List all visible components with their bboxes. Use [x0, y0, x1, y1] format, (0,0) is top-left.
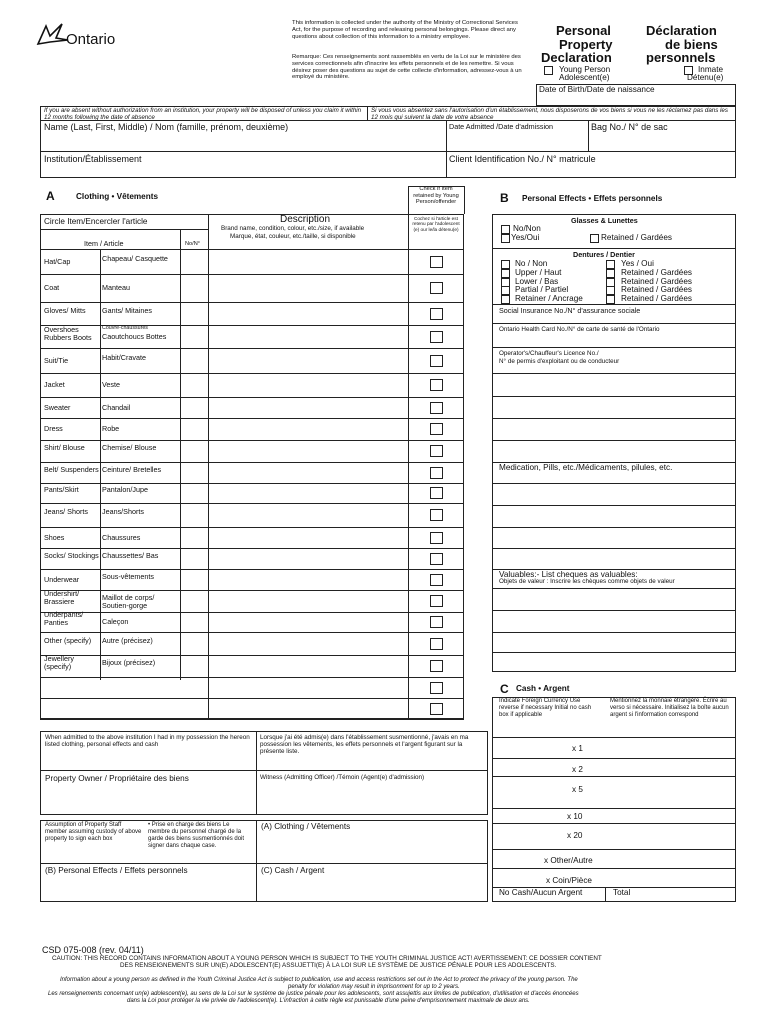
retained-checkbox[interactable]	[430, 308, 443, 320]
denture-option-label: Partial / Partiel	[515, 285, 569, 294]
logo-wordmark: Ontario	[66, 31, 116, 48]
retained-checkbox[interactable]	[430, 638, 443, 650]
clothing-description-field[interactable]	[210, 591, 406, 611]
ontario-logo	[36, 22, 136, 50]
glasses-yes-checkbox[interactable]	[501, 234, 510, 243]
owner-label: Property Owner / Propriétaire des biens	[45, 774, 189, 783]
clothing-description-field[interactable]	[210, 374, 406, 396]
b-effects-signature[interactable]	[42, 877, 254, 900]
clothing-quantity-field[interactable]	[182, 398, 207, 417]
total-label: Total	[613, 888, 631, 897]
name-label: Name (Last, First, Middle) / Nom (famille, prénom, deuxième)	[44, 122, 289, 132]
denture-checkbox[interactable]	[501, 269, 510, 278]
clothing-item-en[interactable]: Jewellery (specify)	[44, 654, 74, 672]
b-effects-label: (B) Personal Effects / Effets personnels	[45, 866, 188, 875]
section-c-letter: C	[500, 682, 509, 696]
section-c-title: Cash • Argent	[516, 684, 570, 693]
clothing-quantity-field[interactable]	[182, 504, 207, 526]
date-admitted-input[interactable]	[448, 133, 586, 149]
clothing-quantity-field[interactable]	[182, 326, 207, 347]
denture-option-label: Upper / Haut	[515, 268, 562, 277]
clothing-item-en[interactable]: Belt/ Suspenders	[44, 464, 99, 474]
clothing-item-en[interactable]: Overshoes Rubbers Boots	[44, 324, 92, 342]
denture-option-label: Lower / Bas	[515, 277, 559, 286]
section-a-title: Clothing • Vêtements	[76, 192, 159, 201]
section-b-letter: B	[500, 191, 509, 205]
clothing-item-en[interactable]: Shoes	[44, 532, 65, 542]
denture-retained-checkbox[interactable]	[606, 295, 615, 304]
denture-option-label: Retainer / Ancrage	[515, 294, 583, 303]
clothing-quantity-field[interactable]	[182, 528, 207, 547]
retained-checkbox[interactable]	[430, 553, 443, 565]
clothing-item-en[interactable]: Socks/ Stockings	[44, 550, 99, 560]
clothing-description-field[interactable]	[210, 504, 406, 526]
clothing-item-en[interactable]: Undershirt/ Brassiere	[44, 589, 80, 607]
clothing-quantity-field[interactable]	[182, 484, 207, 502]
retained-checkbox[interactable]	[430, 682, 443, 694]
cash-x20: x 20	[567, 831, 583, 840]
privacy-notice-fr: Remarque: Ces renseignements sont rassemblés en vertu de la Loi sur le ministère des services correctionnels afin d'inscrire les effets personnels et de les remettre. Si vous désirez poser des questions au sujet de cette collecte d'information, adressez-vous à un employé du ministère.	[292, 54, 522, 81]
clothing-description-field[interactable]	[210, 303, 406, 324]
clothing-description-field[interactable]	[210, 549, 406, 568]
clothing-description-field[interactable]	[210, 678, 406, 697]
bag-no-input[interactable]	[590, 133, 734, 149]
c-cash-label: (C) Cash / Argent	[261, 866, 325, 875]
no-cash-label: No Cash/Aucun Argent	[499, 888, 583, 897]
denture-checkbox[interactable]	[501, 295, 510, 304]
clothing-item-fr[interactable]: Sous-vêtements	[102, 571, 154, 581]
retained-checkbox[interactable]	[430, 509, 443, 521]
glasses-no-checkbox[interactable]	[501, 225, 510, 234]
section-a-letter: A	[46, 189, 55, 203]
clothing-quantity-field[interactable]	[182, 570, 207, 589]
clothing-description-field[interactable]	[210, 326, 406, 347]
check-header: Check if Item retained by Young Person/offender	[413, 186, 459, 206]
clothing-item-en[interactable]: Underwear	[44, 574, 80, 584]
clothing-item-en[interactable]: Jeans/ Shorts	[44, 507, 88, 516]
witness-signature[interactable]	[258, 785, 486, 813]
no-label: No/N°	[185, 241, 200, 247]
item-article-label: Item / Article	[84, 239, 124, 248]
clothing-quantity-field[interactable]	[182, 656, 207, 676]
clothing-description-field[interactable]	[210, 570, 406, 589]
denture-retained-label: Yes / Oui	[621, 259, 654, 268]
clothing-item-fr[interactable]: Pantalon/Jupe	[102, 485, 148, 494]
young-person-label: Young Person	[559, 65, 611, 74]
clothing-item-en[interactable]: Gloves/ Mitts	[44, 305, 86, 315]
denture-option-label: No / Non	[515, 259, 548, 268]
clothing-item-fr[interactable]: Habit/Cravate	[102, 352, 146, 362]
clothing-quantity-field[interactable]	[182, 275, 207, 301]
retained-checkbox[interactable]	[430, 331, 443, 343]
clothing-description-field[interactable]	[210, 613, 406, 631]
retained-checkbox[interactable]	[430, 445, 443, 457]
clothing-item-fr[interactable]: Gants/ Mitaines	[102, 305, 152, 315]
title-en-2: Property	[559, 37, 613, 52]
clothing-item-en[interactable]: Jacket	[44, 380, 65, 389]
clothing-item-fr[interactable]: Bijoux (précisez)	[102, 658, 156, 667]
name-input[interactable]	[42, 133, 442, 149]
clothing-quantity-field[interactable]	[182, 549, 207, 568]
clothing-item-en[interactable]: Underpants/ Panties	[44, 610, 84, 628]
clothing-item-fr[interactable]: Manteau	[102, 283, 130, 292]
info-en-1: Information about a young person as defined in the Youth Criminal Justice Act is subject to publication, use and access restrictions set out in the Act to protect the privacy of the young person. The	[60, 977, 578, 983]
clothing-item-fr[interactable]: Chandail	[102, 402, 131, 412]
inmate-label: Inmate	[698, 65, 724, 74]
adolescent-label: Adolescent(e)	[559, 73, 610, 82]
trillium-icon	[36, 22, 70, 48]
retained-checkbox[interactable]	[430, 402, 443, 414]
clothing-item-en[interactable]: Coat	[44, 283, 60, 292]
glasses-retained-label: Retained / Gardées	[601, 233, 673, 242]
clothing-description-field[interactable]	[210, 633, 406, 654]
clothing-quantity-field[interactable]	[182, 349, 207, 372]
retained-checkbox[interactable]	[430, 379, 443, 391]
retained-checkbox[interactable]	[430, 355, 443, 367]
clothing-item-fr[interactable]: Chapeau/ Casquette	[102, 253, 168, 263]
assumption-fr: • Prise en charge des biens Le membre du personnel chargé de la garde des biens susmentionnés doit signer dans chaque case.	[148, 822, 245, 849]
clothing-description-field[interactable]	[210, 441, 406, 461]
denture-retained-label: Retained / Gardées	[621, 268, 693, 277]
clothing-item-fr[interactable]: Caoutchoucs Bottes	[102, 332, 167, 341]
valuables-label: Valuables:- List cheques as valuables:	[499, 570, 638, 579]
clothing-description-field[interactable]	[210, 463, 406, 482]
clothing-item-fr[interactable]: Chaussures	[102, 532, 141, 542]
denture-retained-label: Retained / Gardées	[621, 294, 693, 303]
clothing-item-fr[interactable]: Ceinture/ Bretelles	[102, 464, 162, 474]
sin-label: Social Insurance No./N° d'assurance sociale	[499, 306, 641, 315]
clothing-item-en[interactable]: Hat/Cap	[44, 256, 71, 266]
description-label: Description	[280, 214, 331, 225]
clothing-quantity-field[interactable]	[182, 633, 207, 654]
retained-checkbox[interactable]	[430, 574, 443, 586]
glasses-label: Glasses & Lunettes	[571, 216, 638, 225]
clothing-item-fr[interactable]: Jeans/Shorts	[102, 507, 144, 516]
info-fr-1: Les renseignements concernant un(e) adolescent(e), au sens de la Loi sur le système de justice pénale pour les adolescents, sont assujettis aux limites de publication, d'utilisation et d'accès énoncées	[48, 991, 579, 997]
clothing-description-field[interactable]	[210, 275, 406, 301]
cash-note-fr: Mentionnez la monnaie étrangère. Écrire au verso si nécessaire. Initialisez la boîte aucun argent si l'information correspond	[610, 698, 729, 718]
check-header-fr: Cochez si l'article est retenu par l'adolescent (e) our le/la détenu(e)	[412, 216, 460, 232]
client-id-input[interactable]	[448, 165, 734, 177]
title-fr-2: de biens	[665, 37, 718, 52]
cash-x5: x 5	[572, 785, 583, 794]
description-sub-fr: Marque, état, couleur, etc./taille, si disponible	[230, 233, 356, 240]
clothing-quantity-field[interactable]	[182, 374, 207, 396]
notice-en: If you are absent without authorization from an institution, your property will be disposed of unless you claim it within 12 months following the date of absence	[44, 107, 362, 122]
clothing-description-field[interactable]	[210, 250, 406, 273]
cash-table	[492, 697, 736, 902]
clothing-quantity-field[interactable]	[182, 613, 207, 631]
retained-checkbox[interactable]	[430, 660, 443, 672]
clothing-item-fr[interactable]: Caleçon	[102, 617, 129, 626]
notice-fr: Si vous vous absentez sans l'autorisation d'un établissement, nous disposerons de vos biens si vous ne les réclamez pas dans les 12 mois qui suivent la date de votre absence	[371, 107, 728, 122]
retained-checkbox[interactable]	[430, 616, 443, 628]
clothing-item-en[interactable]: Sweater	[44, 402, 71, 412]
young-person-checkbox[interactable]	[544, 66, 553, 75]
clothing-description-field[interactable]	[210, 656, 406, 676]
retained-checkbox[interactable]	[430, 423, 443, 435]
cash-x10: x 10	[567, 812, 583, 821]
dob-label: Date of Birth/Date de naissance	[539, 85, 655, 94]
glasses-retained-checkbox[interactable]	[590, 234, 599, 243]
title-en-1: Personal	[556, 23, 611, 38]
detenu-label: Détenu(e)	[687, 73, 724, 82]
admit-fr: Lorsque j'ai été admis(e) dans l'établissement susmentionné, j'avais en ma possession les vêtements, les effets personnels et l'argent figurant sur la présente liste.	[260, 734, 469, 756]
client-id-label: Client Identification No./ N° matricule	[449, 154, 596, 164]
title-fr-3: personnels	[646, 50, 716, 65]
denture-retained-label: Retained / Gardées	[621, 277, 693, 286]
circle-item-label: Circle Item/Encercler l'article	[44, 217, 148, 226]
clothing-item-en[interactable]: Shirt/ Blouse	[44, 443, 85, 452]
clothing-quantity-field[interactable]	[182, 678, 207, 697]
clothing-quantity-field[interactable]	[182, 463, 207, 482]
form-number: CSD 075-008 (rev. 04/11)	[42, 945, 144, 955]
denture-retained-checkbox[interactable]	[606, 260, 615, 269]
info-fr-2: dans la Loi pour protéger la vie privée de l'adolescent(e). L'infraction à cette règle est punissable d'une peine d'emprisonnement maximale de deux ans.	[127, 998, 530, 1004]
section-b-title: Personal Effects • Effets personnels	[522, 194, 663, 203]
a-clothing-label: (A) Clothing / Vêtements	[261, 822, 351, 831]
licence-label-1: Operator's/Chauffeur's Licence No./	[499, 350, 599, 357]
clothing-item-en[interactable]: Suit/Tie	[44, 355, 69, 365]
title-en-3: Declaration	[541, 50, 612, 65]
cash-x2: x 2	[572, 765, 583, 774]
clothing-item-fr[interactable]: Chaussettes/ Bas	[102, 550, 159, 560]
ohip-label: Ontario Health Card No./N° de carte de santé de l'Ontario	[499, 326, 660, 333]
clothing-quantity-field[interactable]	[182, 419, 207, 439]
owner-signature[interactable]	[42, 785, 254, 813]
retained-checkbox[interactable]	[430, 256, 443, 268]
clothing-description-field[interactable]	[210, 349, 406, 372]
clothing-item-fr[interactable]: Maillot de corps/ Soutien-gorge	[102, 593, 155, 611]
retained-checkbox[interactable]	[430, 703, 443, 715]
institution-label: Institution/Établissement	[44, 154, 142, 164]
c-cash-signature[interactable]	[258, 877, 486, 900]
info-en-2: penalty for violation may result in imprisonment for up to 2 years.	[288, 984, 460, 990]
date-admitted-label: Date Admitted /Date d'admission	[449, 122, 554, 131]
cash-note-en: Indicate Foreign Currency Use reverse if necessary Initial no cash box if applicable	[499, 698, 592, 718]
admit-en: When admitted to the above institution I had in my possession the hereon listed clothing, personal effects and cash	[45, 734, 250, 749]
bag-no-label: Bag No./ N° de sac	[591, 122, 668, 132]
clothing-description-field[interactable]	[210, 419, 406, 439]
a-clothing-signature[interactable]	[258, 833, 486, 861]
clothing-quantity-field[interactable]	[182, 250, 207, 273]
denture-checkbox[interactable]	[501, 260, 510, 269]
valuables-fr-label: Objets de valeur : Inscrire les chèques comme objets de valeur	[499, 578, 675, 585]
glasses-no-label: No/Non	[513, 224, 541, 233]
denture-retained-label: Retained / Gardées	[621, 285, 693, 294]
medication-label: Medication, Pills, etc./Médicaments, pilules, etc.	[499, 463, 673, 472]
caution-1: CAUTION: THIS RECORD CONTAINS INFORMATION ABOUT A YOUNG PERSON WHICH IS SUBJECT TO THE YOUTH CRIMINAL JUSTICE ACT! AVERTISSEMENT: CE DOSSIER CONTIENT	[52, 955, 602, 962]
denture-retained-checkbox[interactable]	[606, 286, 615, 295]
clothing-description-field[interactable]	[210, 484, 406, 502]
clothing-quantity-field[interactable]	[182, 303, 207, 324]
clothing-description-field[interactable]	[210, 398, 406, 417]
retained-checkbox[interactable]	[430, 595, 443, 607]
glasses-yes-label: Yes/Oui	[511, 233, 540, 242]
dentures-label: Dentures / Dentier	[573, 250, 635, 259]
clothing-item-en[interactable]: Dress	[44, 424, 63, 433]
privacy-notice-en: This information is collected under the authority of the Ministry of Correctional Services Act, for the purpose of recording and releasing personal belongings. Please direct any questions about collection of this information to a ministry employee.	[292, 20, 518, 40]
clothing-item-fr[interactable]: Chemise/ Blouse	[102, 443, 157, 452]
description-sub-en: Brand name, condition, colour, etc./size, if available	[221, 225, 365, 232]
clothing-item-fr[interactable]: Autre (précisez)	[102, 635, 153, 645]
clothing-quantity-field[interactable]	[182, 441, 207, 461]
clothing-description-field[interactable]	[210, 699, 406, 718]
retained-checkbox[interactable]	[430, 487, 443, 499]
denture-checkbox[interactable]	[501, 286, 510, 295]
title-fr-1: Déclaration	[646, 23, 717, 38]
clothing-quantity-field[interactable]	[182, 591, 207, 611]
denture-retained-checkbox[interactable]	[606, 269, 615, 278]
clothing-item-fr-small[interactable]: Couvre-chaussures	[102, 325, 148, 331]
cash-x1: x 1	[572, 744, 583, 753]
caution-2: DES RENSEIGNEMENTS SUR UN(E) ADOLESCENT(E) ASSUJETTI(E) À LA LOI SUR LE SYSTÈME DE JUSTICE PÉNALE POUR LES ADOLESCENTS.	[120, 962, 557, 969]
clothing-item-en[interactable]: Other (specify)	[44, 635, 92, 645]
licence-label-2: N° de permis d'exploitant ou de conducteur	[499, 358, 620, 365]
clothing-description-field[interactable]	[210, 528, 406, 547]
witness-label: Witness (Admitting Officer) /Témoin (Agent(e) d'admission)	[260, 774, 425, 781]
retained-checkbox[interactable]	[430, 282, 443, 294]
retained-checkbox[interactable]	[430, 467, 443, 479]
clothing-quantity-field[interactable]	[182, 699, 207, 718]
assumption-en: Assumption of Property Staff member assuming custody of above property to sign each box	[45, 822, 142, 842]
clothing-item-fr[interactable]: Veste	[102, 380, 120, 389]
cash-other: x Other/Autre	[544, 856, 593, 865]
retained-checkbox[interactable]	[430, 532, 443, 544]
cash-coin: x Coin/Pièce	[546, 876, 592, 885]
clothing-item-en[interactable]: Pants/Skirt	[44, 485, 79, 494]
institution-input[interactable]	[42, 165, 442, 177]
clothing-item-fr[interactable]: Robe	[102, 424, 120, 433]
